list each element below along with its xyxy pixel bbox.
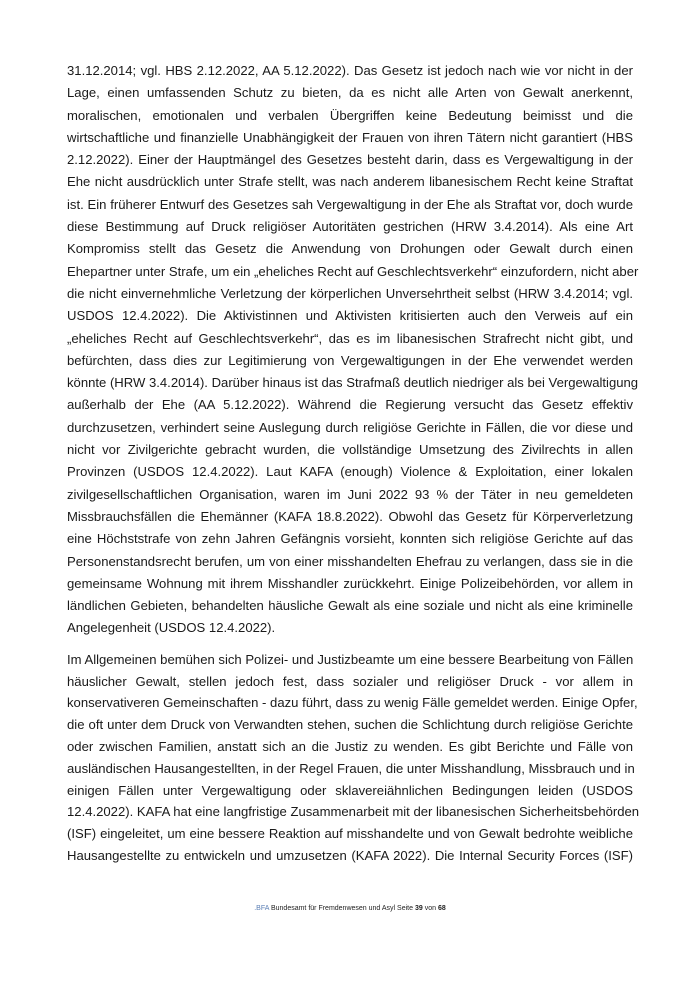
- text-line: wirtschaftliche und finanzielle Unabhängigkeit der Frauen von ihren Tätern nicht garantiert (HBS: [67, 129, 633, 145]
- text-line: ländlichen Gebieten, behandelten häusliche Gewalt als eine soziale und nicht als eine kriminelle: [67, 598, 633, 614]
- paragraph: [67, 649, 640, 867]
- footer-page-number: 39: [414, 905, 423, 912]
- text-line: diese Bestimmung auf Druck religiöser Autoritäten gestrichen (HRW 3.4.2014). Als eine Art: [67, 219, 633, 235]
- text-line: die nicht einvernehmliche Verletzung der körperlichen Unversehrtheit selbst (HRW 3.4.2014; vgl.: [67, 285, 633, 301]
- text-line: Personenstandsrecht berufen, um von einer misshandelten Ehefrau zu verlangen, dass sie in die: [67, 553, 633, 569]
- footer-page-total: 68: [437, 905, 446, 912]
- text-line: gemeinsame Wohnung mit ihrem Misshandler zurückkehrt. Einige Polizeibehörden, vor allem in: [67, 575, 633, 591]
- text-line: könnte (HRW 3.4.2014). Darüber hinaus ist das Strafmaß deutlich niedriger als bei Vergewaltigung: [67, 375, 639, 391]
- text-line: (ISF) eingeleitet, um eine bessere Reaktion auf misshandelte und von Gewalt bedrohte weibliche: [67, 826, 633, 842]
- footer-org: Bundesamt für Fremdenwesen und Asyl: [270, 905, 396, 912]
- text-line: moralischen, emotionalen und verbalen Übergriffen keine Bedeutung beimisst und die: [67, 107, 633, 123]
- text-line: Provinzen (USDOS 12.4.2022). Laut KAFA (enough) Violence & Exploitation, einer lokalen: [67, 464, 633, 480]
- text-line: durchzusetzen, verhindert seine Auslegung durch religiöse Gerichte in Fällen, die vor diese und: [67, 419, 633, 435]
- text-line: 2.12.2022). Einer der Hauptmängel des Gesetzes besteht darin, dass es Vergewaltigung in der: [67, 152, 633, 168]
- text-line: 31.12.2014; vgl. HBS 2.12.2022, AA 5.12.2022). Das Gesetz ist jedoch nach wie vor nicht in der: [67, 63, 633, 78]
- text-line: Im Allgemeinen bemühen sich Polizei- und Justizbeamte um eine bessere Bearbeitung von Fällen: [67, 651, 634, 667]
- footer-page-label: Seite: [397, 905, 414, 912]
- text-line: ausländischen Hausangestellten, in der Regel Frauen, die unter Misshandlung, Missbrauch und in: [67, 760, 635, 776]
- text-line: Hausangestellte zu entwickeln und umzusetzen (KAFA 2022). Die Internal Security Forces (ISF): [67, 847, 633, 863]
- text-line: Missbrauchsfällen die Ehemänner (KAFA 18.8.2022). Obwohl das Gesetz für Körperverletzung: [67, 508, 633, 524]
- text-line: einigen Fällen unter Vergewaltigung oder sklavereiähnlichen Bedingungen leiden (USDOS: [67, 782, 633, 798]
- document-body: [67, 60, 640, 867]
- text-line: Kompromiss stellt das Gesetz die Anwendung von Drohungen oder Gewalt durch einen: [67, 241, 633, 257]
- text-line: konservativeren Gemeinschaften - dazu führt, dass zu wenig Fälle gemeldet werden. Einige Opfer,: [67, 695, 638, 711]
- text-line: befürchten, dass dies zur Legitimierung von Vergewaltigungen in der Ehe verwendet werden: [67, 352, 633, 368]
- text-line: außerhalb der Ehe (AA 5.12.2022). Während die Regierung versucht das Gesetz effektiv: [67, 397, 633, 413]
- text-line: Lage, einen umfassenden Schutz zu bieten, da es nicht alle Arten von Gewalt anerkennt,: [67, 85, 633, 101]
- text-line: „eheliches Recht auf Geschlechtsverkehr“, das es im libanesischen Strafrecht nicht gibt, und: [67, 330, 633, 346]
- text-line: USDOS 12.4.2022). Die Aktivistinnen und Aktivisten kritisierten auch den Verweis auf ein: [67, 308, 633, 324]
- footer-brand: .BFA: [254, 905, 270, 912]
- text-line: nicht vor Zivilgerichte gebracht wurden, die vollständige Umsetzung des Zivilrechts in allen: [67, 442, 633, 458]
- text-line: oder zwischen Familien, anstatt sich an die Justiz zu wenden. Es gibt Berichte und Fälle von: [67, 738, 633, 754]
- page-footer: [0, 905, 700, 912]
- paragraph: [67, 60, 639, 640]
- text-line: eine Höchststrafe von zehn Jahren Gefängnis vorsieht, konnten sich religiöse Gerichte auf das: [67, 531, 633, 547]
- text-line: Angelegenheit (USDOS 12.4.2022).: [67, 620, 276, 636]
- text-line: 12.4.2022). KAFA hat eine langfristige Zusammenarbeit mit der libanesischen Sicherheitsbehörden: [67, 804, 640, 820]
- text-line: häuslicher Gewalt, stellen jedoch fest, dass sozialer und religiöser Druck - vor allem in: [67, 673, 633, 689]
- text-line: Ehe nicht ausdrücklich unter Strafe stellt, was nach anderem libanesischem Recht keine Straftat: [67, 174, 633, 190]
- footer-of-label: von: [424, 905, 437, 912]
- text-line: die oft unter dem Druck von Verwandten stehen, suchen die Schlichtung durch religiöse Gerichte: [67, 717, 633, 733]
- text-line: Ehepartner unter Strafe, um ein „eheliches Recht auf Geschlechtsverkehr“ einzufordern, nicht aber: [67, 263, 639, 279]
- text-line: ist. Ein früherer Entwurf des Gesetzes sah Vergewaltigung in der Ehe als Straftat vor, doch wurde: [67, 196, 633, 212]
- text-line: zivilgesellschaftlichen Organisation, waren im Juni 2022 93 % der Täter in neu gemeldeten: [67, 486, 633, 502]
